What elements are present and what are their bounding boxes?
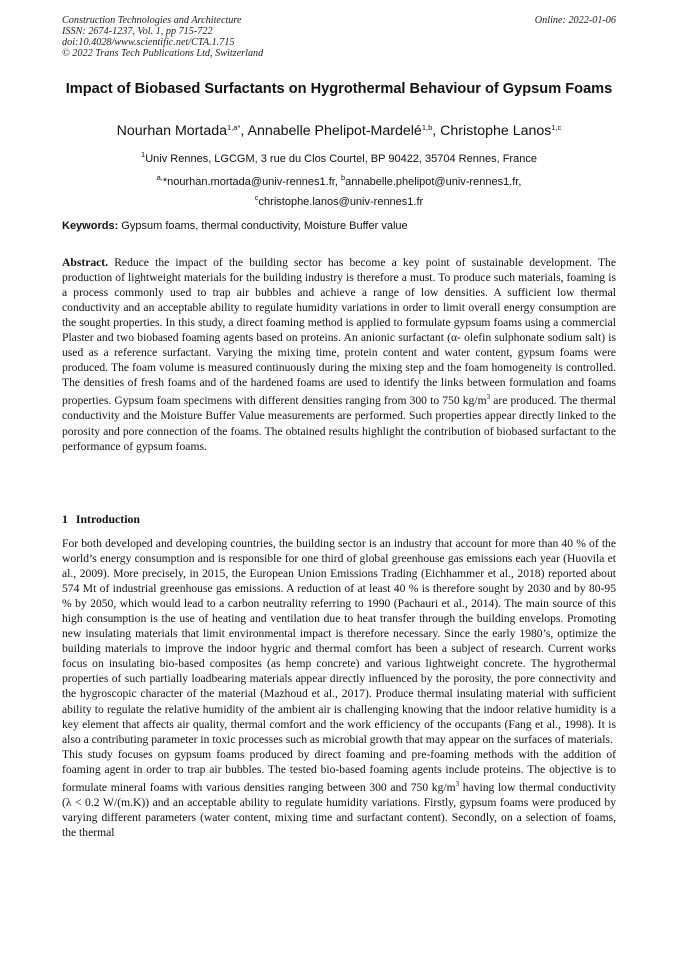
email-line [62, 170, 616, 190]
email-c[interactable]: christophe.lanos@univ-rennes1.fr [258, 196, 424, 208]
affiliation [62, 150, 616, 165]
abstract [62, 255, 616, 454]
doi: doi:10.4028/www.scientific.net/CTA.1.715 [62, 37, 235, 48]
author-list [62, 123, 616, 139]
email-b[interactable]: annabelle.phelipot@univ-rennes1.fr, [345, 176, 522, 188]
issn: ISSN: 2674-1237, Vol. 1, pp 715-722 [62, 26, 213, 37]
keywords-label: Keywords: [62, 220, 119, 232]
online-date: Online: 2022-01-06 [534, 15, 616, 26]
email-line [62, 190, 616, 210]
superscript: 3 [455, 779, 460, 788]
email-marker: c [254, 193, 259, 202]
email-a[interactable]: *nourhan.mortada@univ-rennes1.fr, [162, 176, 341, 188]
superscript: 3 [486, 393, 491, 402]
author-affil-marker: 1,a* [227, 123, 241, 132]
paragraph-text: This study focuses on gypsum foams produced by direct foaming and pre-foaming methods with the addition of foaming agent in order to trap air bubbles. The tested bio-based foaming agents include proteins. The objective is to formulate mineral foams with various densities ranging between 300 and 750 kg/m [62, 747, 616, 794]
author-affil-marker: 1,b [421, 123, 433, 132]
author-separator: , [432, 123, 441, 139]
author-name: Nourhan Mortada [116, 123, 228, 139]
email-marker: a, [156, 173, 163, 182]
section-number: 1 [62, 512, 68, 526]
copyright: © 2022 Trans Tech Publications Ltd, Switzerland [62, 48, 264, 59]
introduction-body [62, 536, 616, 840]
keywords-text: Gypsum foams, thermal conductivity, Moisture Buffer value [118, 220, 408, 232]
email-marker: b [340, 173, 346, 182]
abstract-label: Abstract. [62, 256, 109, 269]
affiliation-text: Univ Rennes, LGCGM, 3 rue du Clos Courtel, BP 90422, 35704 Rennes, France [145, 153, 537, 165]
section-heading [62, 512, 140, 527]
journal-name: Construction Technologies and Architecture [62, 15, 242, 26]
affiliation-marker: 1 [141, 150, 146, 159]
author-name: Annabelle Phelipot-Mardelé [247, 123, 422, 139]
author-emails [62, 170, 616, 210]
paper-title: Impact of Biobased Surfactants on Hygrothermal Behaviour of Gypsum Foams [65, 81, 613, 97]
paragraph: For both developed and developing countries, the building sector is an industry that account for more than 40 % of the world’s energy consumption and is responsible for one third of global greenhouse gas emissions each year (Huovila et al., 2009). More precisely, in 2015, the European Union Emissions Trading (Eichhammer et al., 2018) reported about 574 Mt of industrial greenhouse gas emissions. A reduction of at least 40 % is therefore sought by 2030 and by 80-95 % by 2050, which would lead to a carbon neutrality referring to 1990 (Pachauri et al., 2014). The main source of this high consumption is the use of heating and ventilation due to heat transfer through the building envelops. Promoting new insulating materials that limit environmental impact is therefore necessary. Since the early 1980’s, optimize the building materials to improve the indoor hygric and thermal comfort has been a subject of research. Current works focus on insulating bio-based composites (as hemp concrete) and various lightweight concrete. The hygrothermal properties of such partially loadbearing materials appear directly influenced by the porosity, the pore connectivity and the hygroscopic character of the material (Mazhoud et al., 2017). Produce thermal insulating material with sufficient ability to regulate the relative humidity of the ambient air is challenging knowing that the indoor relative humidity is a key element that affects air quality, thermal comfort and the work efficiency of the occupants (Fang et al., 1998). It is also a contributing parameter in toxic processes such as microbial growth that may appear on the surfaces of materials. [62, 537, 616, 746]
paragraph [62, 747, 616, 840]
author-affil-marker: 1,c [551, 123, 562, 132]
author-separator: , [240, 123, 248, 139]
author-name: Christophe Lanos [440, 123, 552, 139]
paragraph-text: having low thermal conductivity (λ < 0.2 W/(m.K)) and an acceptable ability to regulate humidity variations. Firstly, gypsum foams were produced by varying different parameters (water content, mixing time and surfactant content). Secondly, on a selection of foams, the thermal [62, 780, 616, 839]
section-title: Introduction [75, 512, 140, 526]
abstract-text: are produced. The thermal conductivity and the Moisture Buffer Value measurements are performed. Such properties appear directly linked to the porosity and pore connection of the foams. The obtained results highlight the contribution of biobased surfactant to the performance of gypsum foams. [62, 394, 616, 453]
journal-header [62, 15, 616, 59]
abstract-text: Reduce the impact of the building sector has become a key point of sustainable development. The production of lightweight materials for the building industry is therefore a must. To produce such materials, foaming is a process commonly used to trap air bubbles and achieve a range of low densities. A sufficient low thermal conductivity and an acceptable ability to regulate humidity variations in order to limit overall energy consumption are the sought properties. In this study, a direct foaming method is applied to formulate gypsum foams using a commercial Plaster and two biobased foaming agents based on proteins. An anionic surfactant (α- olefin sulphonate sodium salt) is used as a reference surfactant. Varying the mixing time, protein content and water content, gypsum foams were produced. The foam volume is measured continuously during the mixing step and the foam homogeneity is controlled. The densities of fresh foams and of the hardened foams are used to identify the links between formulation and foams properties. Gypsum foam specimens with different densities ranging from 300 to 750 kg/m [62, 256, 616, 408]
keywords [62, 220, 616, 232]
